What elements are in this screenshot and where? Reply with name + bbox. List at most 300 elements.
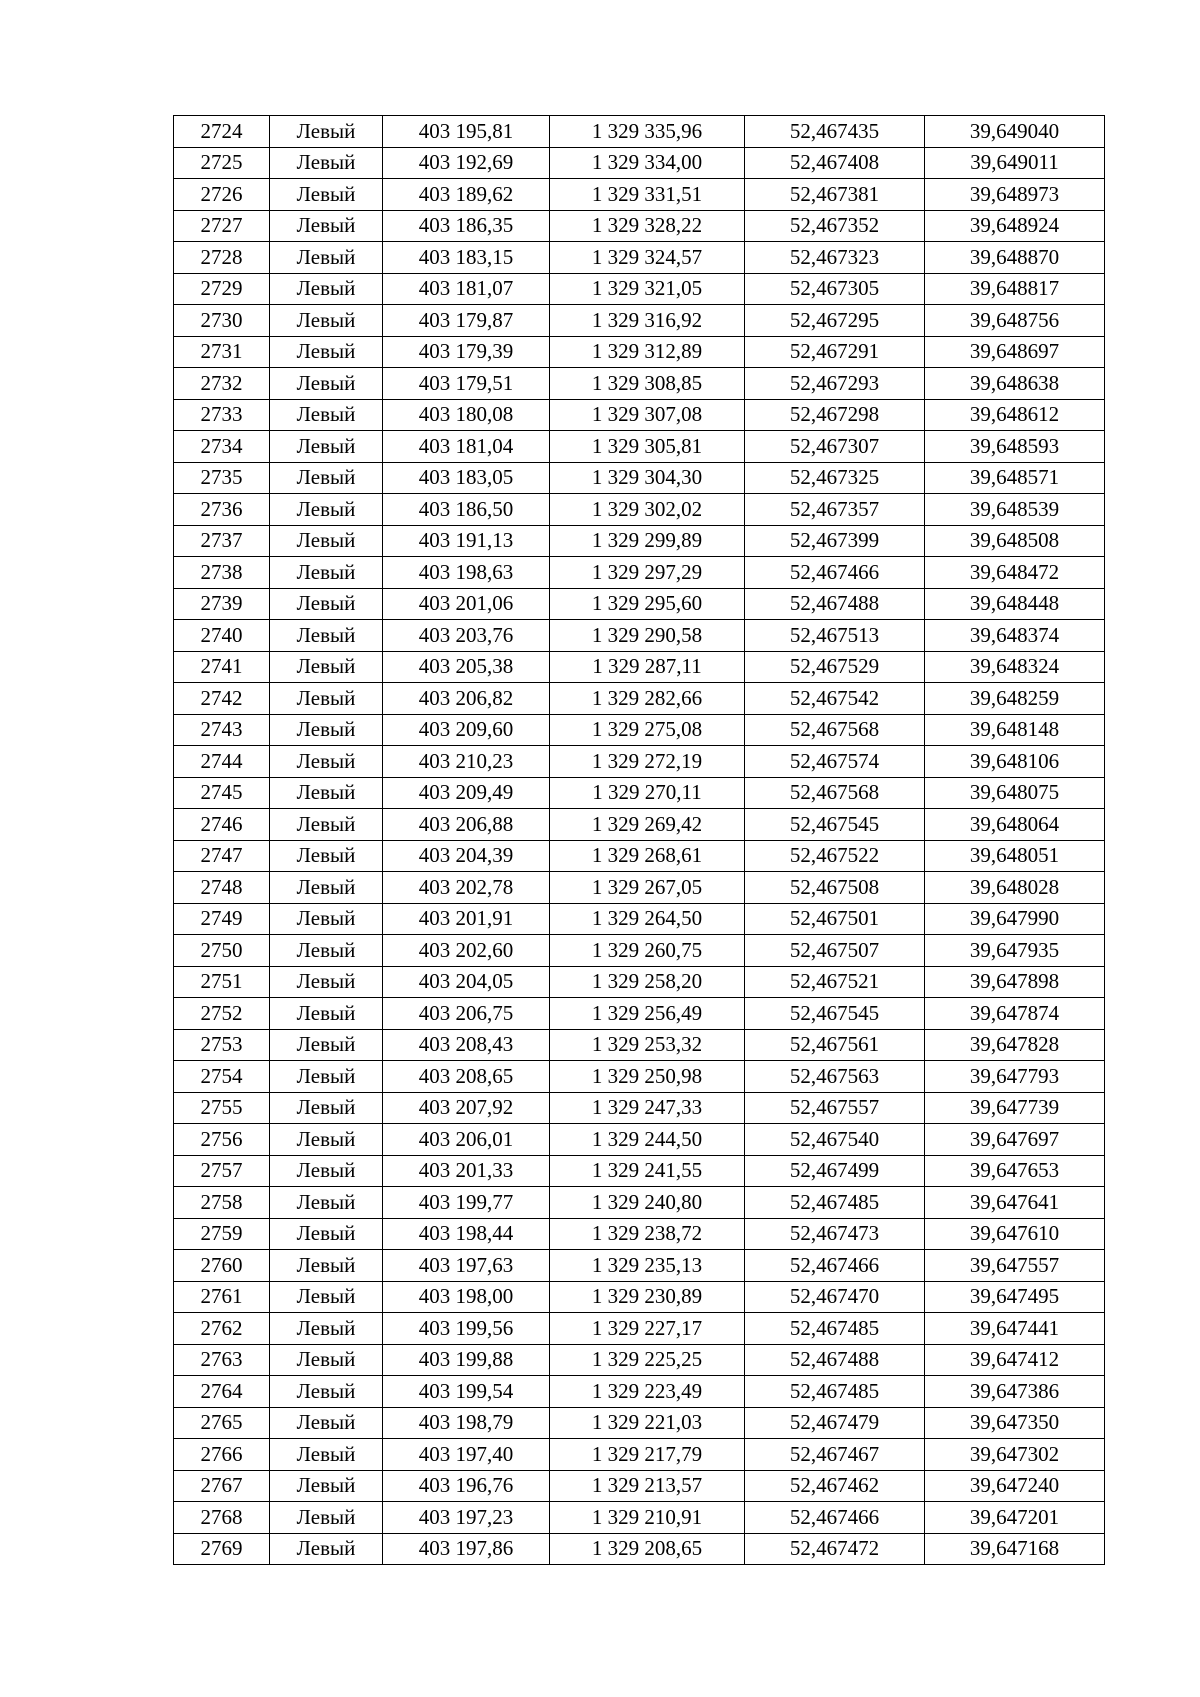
x-coordinate-cell: 403 202,60 [383,935,550,967]
latitude-cell: 52,467561 [745,1029,925,1061]
longitude-cell: 39,647793 [925,1061,1105,1093]
table-row [174,1533,1105,1565]
latitude-cell: 52,467568 [745,777,925,809]
longitude-cell: 39,647495 [925,1281,1105,1313]
y-coordinate-cell: 1 329 270,11 [550,777,745,809]
point-number-cell: 2749 [174,903,270,935]
point-number-cell: 2752 [174,998,270,1030]
latitude-cell: 52,467466 [745,1250,925,1282]
y-coordinate-cell: 1 329 208,65 [550,1533,745,1565]
y-coordinate-cell: 1 329 335,96 [550,116,745,148]
table-row [174,494,1105,526]
point-number-cell: 2759 [174,1218,270,1250]
point-number-cell: 2753 [174,1029,270,1061]
x-coordinate-cell: 403 199,54 [383,1376,550,1408]
x-coordinate-cell: 403 180,08 [383,399,550,431]
y-coordinate-cell: 1 329 297,29 [550,557,745,589]
point-number-cell: 2761 [174,1281,270,1313]
point-number-cell: 2725 [174,147,270,179]
table-row [174,872,1105,904]
y-coordinate-cell: 1 329 290,58 [550,620,745,652]
x-coordinate-cell: 403 183,05 [383,462,550,494]
y-coordinate-cell: 1 329 227,17 [550,1313,745,1345]
latitude-cell: 52,467467 [745,1439,925,1471]
side-cell: Левый [270,210,383,242]
point-number-cell: 2744 [174,746,270,778]
x-coordinate-cell: 403 179,87 [383,305,550,337]
longitude-cell: 39,647828 [925,1029,1105,1061]
y-coordinate-cell: 1 329 241,55 [550,1155,745,1187]
longitude-cell: 39,647302 [925,1439,1105,1471]
longitude-cell: 39,648593 [925,431,1105,463]
y-coordinate-cell: 1 329 217,79 [550,1439,745,1471]
x-coordinate-cell: 403 183,15 [383,242,550,274]
point-number-cell: 2750 [174,935,270,967]
point-number-cell: 2732 [174,368,270,400]
side-cell: Левый [270,903,383,935]
side-cell: Левый [270,1439,383,1471]
side-cell: Левый [270,147,383,179]
table-row [174,1029,1105,1061]
longitude-cell: 39,648508 [925,525,1105,557]
y-coordinate-cell: 1 329 260,75 [550,935,745,967]
longitude-cell: 39,648075 [925,777,1105,809]
y-coordinate-cell: 1 329 334,00 [550,147,745,179]
x-coordinate-cell: 403 205,38 [383,651,550,683]
y-coordinate-cell: 1 329 264,50 [550,903,745,935]
side-cell: Левый [270,1533,383,1565]
latitude-cell: 52,467545 [745,809,925,841]
x-coordinate-cell: 403 197,23 [383,1502,550,1534]
table-row [174,1407,1105,1439]
y-coordinate-cell: 1 329 253,32 [550,1029,745,1061]
x-coordinate-cell: 403 203,76 [383,620,550,652]
point-number-cell: 2766 [174,1439,270,1471]
point-number-cell: 2745 [174,777,270,809]
point-number-cell: 2762 [174,1313,270,1345]
y-coordinate-cell: 1 329 210,91 [550,1502,745,1534]
point-number-cell: 2737 [174,525,270,557]
point-number-cell: 2755 [174,1092,270,1124]
longitude-cell: 39,647653 [925,1155,1105,1187]
longitude-cell: 39,647697 [925,1124,1105,1156]
x-coordinate-cell: 403 206,01 [383,1124,550,1156]
latitude-cell: 52,467466 [745,1502,925,1534]
latitude-cell: 52,467568 [745,714,925,746]
longitude-cell: 39,647990 [925,903,1105,935]
table-row [174,242,1105,274]
latitude-cell: 52,467522 [745,840,925,872]
latitude-cell: 52,467540 [745,1124,925,1156]
x-coordinate-cell: 403 209,60 [383,714,550,746]
longitude-cell: 39,647201 [925,1502,1105,1534]
table-row [174,777,1105,809]
point-number-cell: 2742 [174,683,270,715]
latitude-cell: 52,467381 [745,179,925,211]
point-number-cell: 2734 [174,431,270,463]
latitude-cell: 52,467563 [745,1061,925,1093]
x-coordinate-cell: 403 209,49 [383,777,550,809]
table-body [174,116,1105,1565]
side-cell: Левый [270,242,383,274]
x-coordinate-cell: 403 206,88 [383,809,550,841]
y-coordinate-cell: 1 329 302,02 [550,494,745,526]
latitude-cell: 52,467557 [745,1092,925,1124]
longitude-cell: 39,647350 [925,1407,1105,1439]
latitude-cell: 52,467352 [745,210,925,242]
longitude-cell: 39,647240 [925,1470,1105,1502]
point-number-cell: 2765 [174,1407,270,1439]
y-coordinate-cell: 1 329 258,20 [550,966,745,998]
x-coordinate-cell: 403 199,77 [383,1187,550,1219]
y-coordinate-cell: 1 329 269,42 [550,809,745,841]
point-number-cell: 2769 [174,1533,270,1565]
y-coordinate-cell: 1 329 267,05 [550,872,745,904]
y-coordinate-cell: 1 329 299,89 [550,525,745,557]
longitude-cell: 39,647739 [925,1092,1105,1124]
table-row [174,1250,1105,1282]
table-row [174,935,1105,967]
point-number-cell: 2760 [174,1250,270,1282]
latitude-cell: 52,467323 [745,242,925,274]
latitude-cell: 52,467470 [745,1281,925,1313]
y-coordinate-cell: 1 329 312,89 [550,336,745,368]
table-row [174,1313,1105,1345]
latitude-cell: 52,467305 [745,273,925,305]
table-row [174,714,1105,746]
side-cell: Левый [270,305,383,337]
table-row [174,903,1105,935]
y-coordinate-cell: 1 329 304,30 [550,462,745,494]
table-row [174,1502,1105,1534]
x-coordinate-cell: 403 207,92 [383,1092,550,1124]
table-row [174,1470,1105,1502]
x-coordinate-cell: 403 201,06 [383,588,550,620]
point-number-cell: 2728 [174,242,270,274]
longitude-cell: 39,648472 [925,557,1105,589]
y-coordinate-cell: 1 329 275,08 [550,714,745,746]
latitude-cell: 52,467357 [745,494,925,526]
side-cell: Левый [270,399,383,431]
table-row [174,809,1105,841]
latitude-cell: 52,467408 [745,147,925,179]
side-cell: Левый [270,1218,383,1250]
x-coordinate-cell: 403 197,40 [383,1439,550,1471]
side-cell: Левый [270,116,383,148]
longitude-cell: 39,647441 [925,1313,1105,1345]
latitude-cell: 52,467485 [745,1376,925,1408]
y-coordinate-cell: 1 329 238,72 [550,1218,745,1250]
table-row [174,210,1105,242]
longitude-cell: 39,648924 [925,210,1105,242]
longitude-cell: 39,647610 [925,1218,1105,1250]
table-row [174,273,1105,305]
x-coordinate-cell: 403 181,07 [383,273,550,305]
table-row [174,998,1105,1030]
x-coordinate-cell: 403 198,44 [383,1218,550,1250]
x-coordinate-cell: 403 198,63 [383,557,550,589]
side-cell: Левый [270,1029,383,1061]
point-number-cell: 2748 [174,872,270,904]
latitude-cell: 52,467472 [745,1533,925,1565]
latitude-cell: 52,467298 [745,399,925,431]
x-coordinate-cell: 403 198,79 [383,1407,550,1439]
x-coordinate-cell: 403 208,65 [383,1061,550,1093]
latitude-cell: 52,467501 [745,903,925,935]
latitude-cell: 52,467462 [745,1470,925,1502]
side-cell: Левый [270,872,383,904]
x-coordinate-cell: 403 196,76 [383,1470,550,1502]
latitude-cell: 52,467399 [745,525,925,557]
x-coordinate-cell: 403 206,82 [383,683,550,715]
y-coordinate-cell: 1 329 305,81 [550,431,745,463]
table-row [174,683,1105,715]
latitude-cell: 52,467545 [745,998,925,1030]
table-row [174,336,1105,368]
x-coordinate-cell: 403 191,13 [383,525,550,557]
longitude-cell: 39,648051 [925,840,1105,872]
table-row [174,1344,1105,1376]
side-cell: Левый [270,1124,383,1156]
side-cell: Левый [270,1250,383,1282]
point-number-cell: 2763 [174,1344,270,1376]
longitude-cell: 39,647898 [925,966,1105,998]
x-coordinate-cell: 403 204,39 [383,840,550,872]
latitude-cell: 52,467574 [745,746,925,778]
table-row [174,1092,1105,1124]
y-coordinate-cell: 1 329 307,08 [550,399,745,431]
latitude-cell: 52,467473 [745,1218,925,1250]
latitude-cell: 52,467479 [745,1407,925,1439]
table-row [174,746,1105,778]
x-coordinate-cell: 403 195,81 [383,116,550,148]
point-number-cell: 2768 [174,1502,270,1534]
point-number-cell: 2754 [174,1061,270,1093]
latitude-cell: 52,467542 [745,683,925,715]
latitude-cell: 52,467485 [745,1313,925,1345]
side-cell: Левый [270,1407,383,1439]
point-number-cell: 2724 [174,116,270,148]
longitude-cell: 39,647874 [925,998,1105,1030]
y-coordinate-cell: 1 329 244,50 [550,1124,745,1156]
side-cell: Левый [270,557,383,589]
point-number-cell: 2758 [174,1187,270,1219]
longitude-cell: 39,647557 [925,1250,1105,1282]
longitude-cell: 39,648106 [925,746,1105,778]
y-coordinate-cell: 1 329 308,85 [550,368,745,400]
y-coordinate-cell: 1 329 221,03 [550,1407,745,1439]
side-cell: Левый [270,714,383,746]
side-cell: Левый [270,525,383,557]
longitude-cell: 39,648259 [925,683,1105,715]
x-coordinate-cell: 403 201,91 [383,903,550,935]
y-coordinate-cell: 1 329 316,92 [550,305,745,337]
side-cell: Левый [270,494,383,526]
side-cell: Левый [270,809,383,841]
side-cell: Левый [270,368,383,400]
point-number-cell: 2743 [174,714,270,746]
x-coordinate-cell: 403 179,39 [383,336,550,368]
table-row [174,1187,1105,1219]
longitude-cell: 39,648374 [925,620,1105,652]
table-row [174,525,1105,557]
x-coordinate-cell: 403 189,62 [383,179,550,211]
side-cell: Левый [270,620,383,652]
y-coordinate-cell: 1 329 225,25 [550,1344,745,1376]
point-number-cell: 2746 [174,809,270,841]
x-coordinate-cell: 403 206,75 [383,998,550,1030]
side-cell: Левый [270,1155,383,1187]
x-coordinate-cell: 403 208,43 [383,1029,550,1061]
table-row [174,1281,1105,1313]
side-cell: Левый [270,431,383,463]
latitude-cell: 52,467293 [745,368,925,400]
x-coordinate-cell: 403 197,86 [383,1533,550,1565]
side-cell: Левый [270,588,383,620]
side-cell: Левый [270,966,383,998]
table-row [174,431,1105,463]
latitude-cell: 52,467521 [745,966,925,998]
y-coordinate-cell: 1 329 247,33 [550,1092,745,1124]
x-coordinate-cell: 403 179,51 [383,368,550,400]
longitude-cell: 39,648064 [925,809,1105,841]
table-row [174,1124,1105,1156]
y-coordinate-cell: 1 329 272,19 [550,746,745,778]
table-row [174,1439,1105,1471]
point-number-cell: 2736 [174,494,270,526]
point-number-cell: 2751 [174,966,270,998]
point-number-cell: 2739 [174,588,270,620]
side-cell: Левый [270,1187,383,1219]
longitude-cell: 39,647386 [925,1376,1105,1408]
longitude-cell: 39,648756 [925,305,1105,337]
point-number-cell: 2733 [174,399,270,431]
longitude-cell: 39,648870 [925,242,1105,274]
table-row [174,399,1105,431]
point-number-cell: 2740 [174,620,270,652]
latitude-cell: 52,467508 [745,872,925,904]
latitude-cell: 52,467291 [745,336,925,368]
point-number-cell: 2767 [174,1470,270,1502]
longitude-cell: 39,648448 [925,588,1105,620]
side-cell: Левый [270,1313,383,1345]
side-cell: Левый [270,935,383,967]
x-coordinate-cell: 403 210,23 [383,746,550,778]
table-row [174,179,1105,211]
point-number-cell: 2756 [174,1124,270,1156]
table-row [174,305,1105,337]
table-row [174,1218,1105,1250]
longitude-cell: 39,648148 [925,714,1105,746]
side-cell: Левый [270,683,383,715]
point-number-cell: 2738 [174,557,270,589]
table-row [174,1061,1105,1093]
table-row [174,840,1105,872]
longitude-cell: 39,649011 [925,147,1105,179]
table-row [174,966,1105,998]
point-number-cell: 2741 [174,651,270,683]
latitude-cell: 52,467485 [745,1187,925,1219]
y-coordinate-cell: 1 329 213,57 [550,1470,745,1502]
side-cell: Левый [270,1092,383,1124]
point-number-cell: 2731 [174,336,270,368]
side-cell: Левый [270,1061,383,1093]
coordinates-table [173,115,1105,1565]
y-coordinate-cell: 1 329 295,60 [550,588,745,620]
longitude-cell: 39,647168 [925,1533,1105,1565]
longitude-cell: 39,648612 [925,399,1105,431]
y-coordinate-cell: 1 329 282,66 [550,683,745,715]
longitude-cell: 39,648817 [925,273,1105,305]
side-cell: Левый [270,998,383,1030]
side-cell: Левый [270,179,383,211]
longitude-cell: 39,648324 [925,651,1105,683]
point-number-cell: 2764 [174,1376,270,1408]
point-number-cell: 2729 [174,273,270,305]
latitude-cell: 52,467488 [745,588,925,620]
y-coordinate-cell: 1 329 287,11 [550,651,745,683]
table-row [174,116,1105,148]
side-cell: Левый [270,840,383,872]
table-row [174,557,1105,589]
latitude-cell: 52,467499 [745,1155,925,1187]
table-row [174,462,1105,494]
x-coordinate-cell: 403 197,63 [383,1250,550,1282]
table-row [174,588,1105,620]
longitude-cell: 39,648571 [925,462,1105,494]
side-cell: Левый [270,777,383,809]
y-coordinate-cell: 1 329 324,57 [550,242,745,274]
side-cell: Левый [270,1502,383,1534]
y-coordinate-cell: 1 329 240,80 [550,1187,745,1219]
y-coordinate-cell: 1 329 328,22 [550,210,745,242]
side-cell: Левый [270,746,383,778]
longitude-cell: 39,647412 [925,1344,1105,1376]
side-cell: Левый [270,273,383,305]
side-cell: Левый [270,462,383,494]
longitude-cell: 39,648638 [925,368,1105,400]
side-cell: Левый [270,336,383,368]
x-coordinate-cell: 403 199,88 [383,1344,550,1376]
side-cell: Левый [270,651,383,683]
longitude-cell: 39,648697 [925,336,1105,368]
latitude-cell: 52,467507 [745,935,925,967]
x-coordinate-cell: 403 201,33 [383,1155,550,1187]
longitude-cell: 39,647641 [925,1187,1105,1219]
latitude-cell: 52,467529 [745,651,925,683]
latitude-cell: 52,467325 [745,462,925,494]
point-number-cell: 2757 [174,1155,270,1187]
point-number-cell: 2735 [174,462,270,494]
point-number-cell: 2730 [174,305,270,337]
point-number-cell: 2747 [174,840,270,872]
y-coordinate-cell: 1 329 331,51 [550,179,745,211]
x-coordinate-cell: 403 186,50 [383,494,550,526]
side-cell: Левый [270,1376,383,1408]
x-coordinate-cell: 403 186,35 [383,210,550,242]
side-cell: Левый [270,1344,383,1376]
y-coordinate-cell: 1 329 235,13 [550,1250,745,1282]
y-coordinate-cell: 1 329 268,61 [550,840,745,872]
latitude-cell: 52,467295 [745,305,925,337]
x-coordinate-cell: 403 192,69 [383,147,550,179]
longitude-cell: 39,647935 [925,935,1105,967]
y-coordinate-cell: 1 329 321,05 [550,273,745,305]
x-coordinate-cell: 403 181,04 [383,431,550,463]
latitude-cell: 52,467435 [745,116,925,148]
y-coordinate-cell: 1 329 230,89 [550,1281,745,1313]
x-coordinate-cell: 403 198,00 [383,1281,550,1313]
